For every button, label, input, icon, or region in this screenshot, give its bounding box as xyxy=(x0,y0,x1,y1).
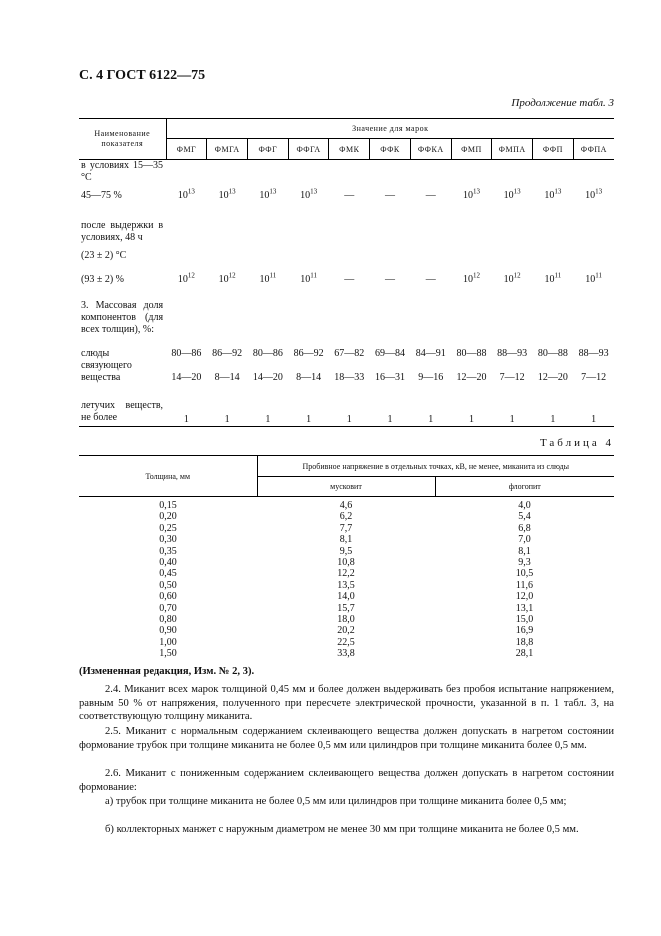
cell-value: 10 xyxy=(585,274,596,285)
table4-thickness-cell: 0,25 xyxy=(159,522,177,534)
cell-value: 86—92 xyxy=(212,348,243,359)
row-label: (23 ± 2) °С xyxy=(81,250,127,261)
table-cell xyxy=(410,384,451,427)
table-row xyxy=(79,184,614,202)
empty-cell xyxy=(533,160,574,185)
table4-thickness-cell: 0,50 xyxy=(159,579,177,591)
table4-muscovite-cell: 22,5 xyxy=(337,636,355,648)
empty-cell xyxy=(248,244,289,262)
table4-phlogopite-header: флогопит xyxy=(435,477,614,497)
cell-exponent: 13 xyxy=(513,187,521,196)
empty-cell xyxy=(533,202,574,244)
paragraph-2-5: 2.5. Миканит с нормальным содержанием склеивающего вещества должен допускать в нагретом состоянии формование трубок при толщине миканита не более 0,5 мм или цилиндров при толщине миканита более 0,5 мм. xyxy=(79,726,614,751)
cell-value: 10 xyxy=(544,190,555,201)
table4-muscovite-cell: 7,7 xyxy=(339,522,353,534)
cell-value: 1 xyxy=(306,414,312,425)
table3-grade-header: ФМК xyxy=(329,139,370,160)
table-row xyxy=(79,614,614,625)
row-label: 3. Массовая доля компонентов (для всех толщин), %: xyxy=(81,300,164,335)
empty-cell xyxy=(410,286,451,336)
empty-cell xyxy=(573,202,614,244)
cell-value: 80—88 xyxy=(537,348,568,359)
table-cell xyxy=(573,184,614,202)
empty-cell xyxy=(329,202,370,244)
cell-value: 1 xyxy=(183,414,189,425)
cell-value: 1 xyxy=(387,414,393,425)
table-row xyxy=(79,557,614,568)
table-cell xyxy=(329,384,370,427)
table4-phlogopite-cell: 4,0 xyxy=(518,500,531,511)
cell-value: — xyxy=(385,274,396,285)
cell-value: 10 xyxy=(177,274,188,285)
table4-phlogopite-cell: 11,6 xyxy=(515,579,534,591)
cell-value: 16—31 xyxy=(375,372,406,383)
cell-value: 1 xyxy=(468,414,474,425)
empty-cell xyxy=(288,202,329,244)
paragraph-2-4: 2.4. Миканит всех марок толщиной 0,45 мм и более должен выдерживать без пробоя испытание напряжением, равным 50 % от напряжения, полученного при пересчете электрической прочности, указанной в п. 1 табл. 3, на соответствующую толщину миканита. xyxy=(79,684,614,723)
table-cell xyxy=(166,360,207,384)
table-cell xyxy=(410,184,451,202)
cell-value: — xyxy=(385,190,396,201)
table-cell xyxy=(329,262,370,286)
cell-value: — xyxy=(425,190,436,201)
table-cell xyxy=(288,384,329,427)
cell-exponent: 13 xyxy=(228,187,236,196)
table4-muscovite-cell: 12,2 xyxy=(337,568,355,580)
table4-phlogopite-cell: 10,5 xyxy=(515,568,534,580)
table-cell xyxy=(533,384,574,427)
table-cell xyxy=(533,360,574,384)
cell-value: 10 xyxy=(218,190,229,201)
table-cell xyxy=(370,262,411,286)
table3-grade-header: ФФГ xyxy=(248,139,289,160)
table4-muscovite-cell: 13,5 xyxy=(337,579,355,591)
table4-thickness-cell: 0,45 xyxy=(159,568,177,580)
paragraph-2-6: 2.6. Миканит с пониженным содержанием склеивающего вещества должен допускать в нагретом состоянии формование: xyxy=(79,768,614,793)
cell-value: 10 xyxy=(218,274,229,285)
table-cell xyxy=(451,262,492,286)
table-cell xyxy=(533,184,574,202)
table4-muscovite-cell: 8,1 xyxy=(339,534,353,546)
cell-value: 7—12 xyxy=(499,372,525,383)
table4-phlogopite-cell: 6,8 xyxy=(518,522,531,534)
table3-grade-header: ФМП xyxy=(451,139,492,160)
table3-grade-header: ФФП xyxy=(533,139,574,160)
empty-cell xyxy=(329,286,370,336)
table-cell xyxy=(248,184,289,202)
row-label: летучих веществ, не более xyxy=(79,384,166,427)
cell-value: — xyxy=(344,274,355,285)
empty-cell xyxy=(451,286,492,336)
cell-value: 1 xyxy=(224,414,230,425)
cell-value: 10 xyxy=(177,190,188,201)
empty-cell xyxy=(370,202,411,244)
table-row xyxy=(79,637,614,648)
cell-value: 1 xyxy=(265,414,271,425)
cell-value: 8—14 xyxy=(296,372,322,383)
cell-exponent: 12 xyxy=(187,271,195,280)
cell-value: 10 xyxy=(503,190,514,201)
table-cell xyxy=(166,262,207,286)
table4-phlogopite-cell: 16,9 xyxy=(515,625,534,637)
table-cell xyxy=(410,262,451,286)
empty-cell xyxy=(166,160,207,185)
table3-grade-header: ФФКА xyxy=(410,139,451,160)
cell-value: 1 xyxy=(550,414,556,425)
table-cell xyxy=(573,262,614,286)
table4-muscovite-cell: 9,5 xyxy=(339,545,353,557)
cell-value: 10 xyxy=(300,274,311,285)
table-cell xyxy=(451,184,492,202)
empty-cell xyxy=(492,244,533,262)
cell-exponent: 11 xyxy=(269,271,277,280)
table-cell xyxy=(370,336,411,360)
table4-muscovite-header: мусковит xyxy=(257,477,435,497)
table-row xyxy=(79,511,614,522)
table4-muscovite-cell: 18,0 xyxy=(337,614,355,626)
cell-exponent: 12 xyxy=(513,271,521,280)
table4-phlogopite-cell: 15,0 xyxy=(515,614,534,626)
cell-value: 1 xyxy=(428,414,434,425)
empty-cell xyxy=(166,286,207,336)
table-cell xyxy=(166,384,207,427)
table-cell xyxy=(288,336,329,360)
table4-muscovite-cell: 4,6 xyxy=(339,500,353,511)
table-cell xyxy=(207,360,248,384)
cell-exponent: 11 xyxy=(595,271,602,280)
cell-value: 14—20 xyxy=(171,372,202,383)
empty-cell xyxy=(329,244,370,262)
cell-value: 12—20 xyxy=(537,372,568,383)
table4-phlogopite-cell: 5,4 xyxy=(518,511,531,523)
table-cell xyxy=(370,384,411,427)
table4-thickness-cell: 1,00 xyxy=(159,636,177,648)
table-cell xyxy=(166,184,207,202)
table-row xyxy=(79,497,614,512)
table3-grade-header: ФФПА xyxy=(573,139,614,160)
table4-thickness-cell: 0,40 xyxy=(159,557,177,569)
cell-exponent: 13 xyxy=(595,187,603,196)
table-cell xyxy=(166,336,207,360)
table-3 xyxy=(79,118,614,427)
table-cell xyxy=(370,184,411,202)
table4-thickness-cell: 0,90 xyxy=(159,625,177,637)
table3-grade-header: ФМГ xyxy=(166,139,207,160)
empty-cell xyxy=(329,160,370,185)
table-row xyxy=(79,360,614,384)
table-cell xyxy=(492,360,533,384)
table-continuation-label: Продолжение табл. 3 xyxy=(511,97,614,109)
table-cell xyxy=(370,360,411,384)
table4-muscovite-cell: 10,8 xyxy=(337,557,355,569)
cell-value: 80—86 xyxy=(171,348,202,359)
empty-cell xyxy=(288,244,329,262)
table4-thickness-cell: 0,30 xyxy=(159,534,177,546)
empty-cell xyxy=(370,160,411,185)
table4-phlogopite-cell: 8,1 xyxy=(518,545,531,557)
cell-value: 18—33 xyxy=(334,372,365,383)
table-cell xyxy=(329,336,370,360)
table-cell xyxy=(410,336,451,360)
empty-cell xyxy=(451,160,492,185)
cell-exponent: 13 xyxy=(310,187,318,196)
table-cell xyxy=(288,262,329,286)
empty-cell xyxy=(370,286,411,336)
cell-value: 10 xyxy=(503,274,514,285)
table4-muscovite-cell: 20,2 xyxy=(337,625,355,637)
table-cell xyxy=(207,384,248,427)
cell-value: 67—82 xyxy=(334,348,365,359)
table4-thickness-cell: 1,50 xyxy=(159,648,177,660)
empty-cell xyxy=(573,286,614,336)
row-label: 45—75 % xyxy=(81,190,122,201)
table-row xyxy=(79,625,614,636)
row-label: (93 ± 2) % xyxy=(81,274,124,285)
edition-note: (Измененная редакция, Изм. № 2, 3). xyxy=(79,666,255,677)
table-cell xyxy=(451,336,492,360)
table-row xyxy=(79,202,614,244)
cell-value: — xyxy=(344,190,355,201)
cell-exponent: 13 xyxy=(187,187,195,196)
table4-muscovite-cell: 14,0 xyxy=(337,591,355,603)
table-row xyxy=(79,591,614,602)
table-cell xyxy=(248,336,289,360)
table4-phlogopite-cell: 13,1 xyxy=(515,602,534,614)
table-row xyxy=(79,580,614,591)
table4-muscovite-cell: 33,8 xyxy=(337,648,355,660)
cell-value: 1 xyxy=(591,414,597,425)
cell-value: 10 xyxy=(259,274,270,285)
page-header: С. 4 ГОСТ 6122—75 xyxy=(79,68,206,83)
table-row xyxy=(79,523,614,534)
cell-value: 1 xyxy=(346,414,352,425)
table-row xyxy=(79,534,614,545)
empty-cell xyxy=(166,202,207,244)
table-cell xyxy=(573,336,614,360)
table-row xyxy=(79,568,614,579)
table-row xyxy=(79,384,614,427)
table-cell xyxy=(492,262,533,286)
row-label: в условиях 15—35 °С xyxy=(81,160,164,183)
table4-muscovite-cell: 15,7 xyxy=(337,602,355,614)
empty-cell xyxy=(410,202,451,244)
empty-cell xyxy=(533,286,574,336)
cell-value: — xyxy=(425,274,436,285)
table-row xyxy=(79,546,614,557)
empty-cell xyxy=(248,160,289,185)
empty-cell xyxy=(370,244,411,262)
cell-value: 8—14 xyxy=(214,372,240,383)
table-cell xyxy=(248,262,289,286)
table-cell xyxy=(288,360,329,384)
cell-value: 10 xyxy=(544,274,555,285)
table4-group-header: Пробивное напряжение в отдельных точках, кВ, не менее, миканита из слюды xyxy=(257,456,614,477)
cell-value: 1 xyxy=(509,414,515,425)
empty-cell xyxy=(248,286,289,336)
row-label: слюды xyxy=(81,348,110,359)
table-row xyxy=(79,160,614,185)
cell-exponent: 12 xyxy=(472,271,480,280)
table-cell xyxy=(207,262,248,286)
table-4 xyxy=(79,455,614,660)
cell-value: 80—88 xyxy=(456,348,487,359)
table-cell xyxy=(573,360,614,384)
empty-cell xyxy=(410,244,451,262)
cell-exponent: 11 xyxy=(554,271,562,280)
table-cell xyxy=(410,360,451,384)
empty-cell xyxy=(248,202,289,244)
cell-value: 69—84 xyxy=(375,348,406,359)
cell-exponent: 12 xyxy=(228,271,236,280)
table-row xyxy=(79,603,614,614)
paragraph-2-6-a: а) трубок при толщине миканита не более 0,5 мм или цилиндров при толщине миканита более 0,5 мм; xyxy=(105,796,567,807)
table4-phlogopite-cell: 18,8 xyxy=(515,636,534,648)
cell-value: 10 xyxy=(585,190,596,201)
cell-value: 88—93 xyxy=(497,348,528,359)
empty-cell xyxy=(451,244,492,262)
cell-value: 86—92 xyxy=(293,348,324,359)
table-cell xyxy=(248,384,289,427)
table4-thickness-cell: 0,35 xyxy=(159,545,177,557)
empty-cell xyxy=(492,160,533,185)
cell-value: 88—93 xyxy=(578,348,609,359)
empty-cell xyxy=(492,202,533,244)
cell-value: 84—91 xyxy=(415,348,446,359)
table4-thickness-cell: 0,15 xyxy=(159,500,177,511)
cell-value: 10 xyxy=(300,190,311,201)
empty-cell xyxy=(207,202,248,244)
empty-cell xyxy=(492,286,533,336)
empty-cell xyxy=(207,244,248,262)
table-cell xyxy=(451,384,492,427)
table-cell xyxy=(329,360,370,384)
paragraph-2-6-b: б) коллекторных манжет с наружным диаметром не менее 30 мм при толщине миканита не более 0,5 мм. xyxy=(105,824,579,835)
table-cell xyxy=(329,184,370,202)
table-cell xyxy=(492,384,533,427)
table3-grade-header: ФФК xyxy=(370,139,411,160)
table-row xyxy=(79,286,614,336)
table4-phlogopite-cell: 12,0 xyxy=(515,591,534,603)
table-cell xyxy=(248,360,289,384)
table-cell xyxy=(207,336,248,360)
cell-exponent: 13 xyxy=(269,187,277,196)
table-cell xyxy=(533,336,574,360)
table-cell xyxy=(288,184,329,202)
table3-grade-header: ФФГА xyxy=(288,139,329,160)
table4-muscovite-cell: 6,2 xyxy=(339,511,353,523)
empty-cell xyxy=(573,244,614,262)
table4-thickness-cell: 0,70 xyxy=(159,602,177,614)
cell-value: 7—12 xyxy=(581,372,607,383)
table3-name-header: Наименование показателя xyxy=(79,119,166,160)
table4-caption: Таблица 4 xyxy=(539,437,614,449)
table4-phlogopite-cell: 7,0 xyxy=(518,534,531,546)
table-cell xyxy=(492,336,533,360)
table4-phlogopite-cell: 9,3 xyxy=(518,557,531,569)
table3-grade-header: ФМПА xyxy=(492,139,533,160)
empty-cell xyxy=(207,286,248,336)
empty-cell xyxy=(410,160,451,185)
cell-value: 10 xyxy=(259,190,270,201)
cell-exponent: 11 xyxy=(310,271,317,280)
table4-thickness-header: Толщина, мм xyxy=(79,456,257,497)
table3-values-header: Значение для марок xyxy=(166,119,614,139)
empty-cell xyxy=(207,160,248,185)
cell-value: 9—16 xyxy=(418,372,444,383)
empty-cell xyxy=(288,286,329,336)
empty-cell xyxy=(573,160,614,185)
table-cell xyxy=(573,384,614,427)
table4-thickness-cell: 0,60 xyxy=(159,591,177,603)
cell-value: 10 xyxy=(462,274,473,285)
table-cell xyxy=(207,184,248,202)
row-label: связующего вещества xyxy=(81,360,132,383)
cell-exponent: 13 xyxy=(472,187,480,196)
table-cell xyxy=(451,360,492,384)
table4-thickness-cell: 0,80 xyxy=(159,614,177,626)
empty-cell xyxy=(166,244,207,262)
cell-value: 14—20 xyxy=(252,372,283,383)
cell-value: 10 xyxy=(462,190,473,201)
cell-value: 80—86 xyxy=(252,348,283,359)
table-row xyxy=(79,262,614,286)
empty-cell xyxy=(451,202,492,244)
table-row xyxy=(79,648,614,659)
cell-value: 12—20 xyxy=(456,372,487,383)
row-label: после выдержки в условиях, 48 ч xyxy=(81,220,164,243)
table3-grade-header: ФМГА xyxy=(207,139,248,160)
table-cell xyxy=(533,262,574,286)
table-cell xyxy=(492,184,533,202)
table-row xyxy=(79,244,614,262)
empty-cell xyxy=(533,244,574,262)
empty-cell xyxy=(288,160,329,185)
table4-thickness-cell: 0,20 xyxy=(159,511,177,523)
table4-phlogopite-cell: 28,1 xyxy=(515,648,534,660)
table-row xyxy=(79,336,614,360)
cell-exponent: 13 xyxy=(554,187,562,196)
